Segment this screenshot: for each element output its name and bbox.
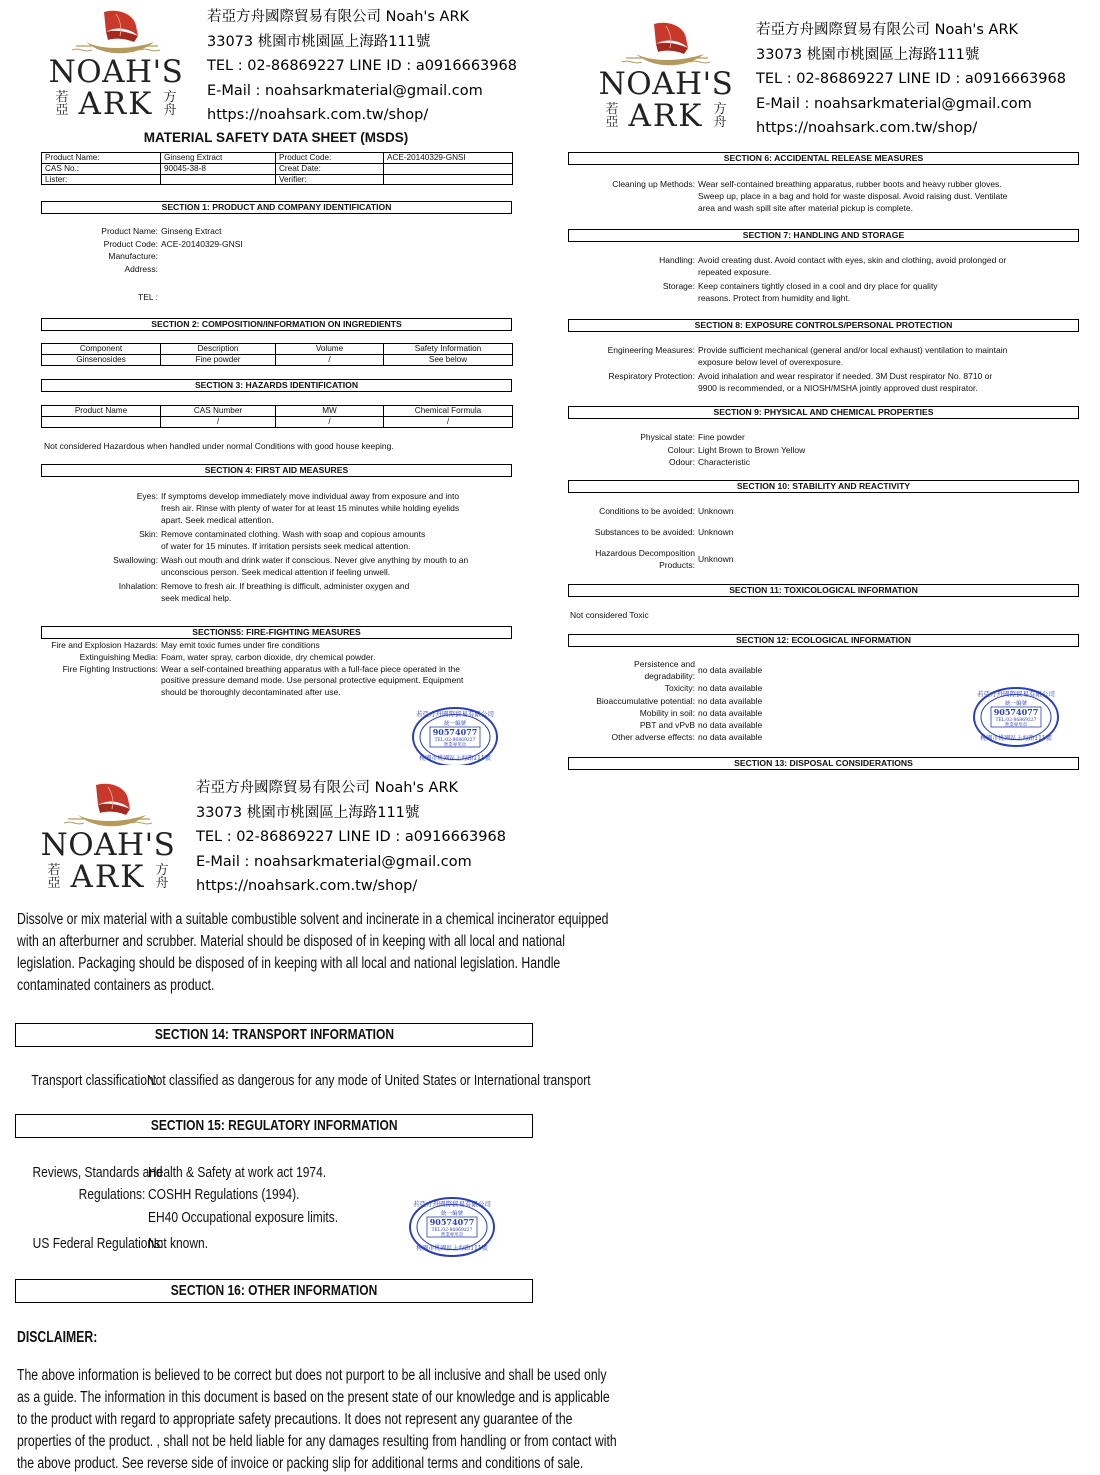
field-value: ACE-20140329-GNSI: [161, 238, 243, 249]
paragraph-line: The above information is believed to be correct but does not purport to be all inclusive and shall be used only: [17, 1367, 607, 1384]
regulatory-label-1: Reviews, Standards and: [32, 1164, 163, 1181]
field-row: [0, 264, 540, 277]
company-website-link[interactable]: https://noahsark.com.tw/shop/: [756, 120, 978, 136]
field-row: [550, 345, 1090, 369]
field-label: Colour:: [667, 444, 695, 455]
section-9-heading: SECTION 9: PHYSICAL AND CHEMICAL PROPERTIES: [568, 406, 1079, 419]
field-label: Bioaccumulative potential:: [596, 695, 695, 706]
field-row: [0, 226, 540, 239]
company-name: 若亞方舟國際貿易有限公司 Noah's ARK: [207, 9, 470, 25]
company-phone: TEL : 02-86869227 LINE ID : a0916663968: [756, 71, 1066, 87]
field-label: Odour:: [669, 457, 695, 467]
header-table-row: [42, 153, 513, 164]
section-1-heading: SECTION 1: PRODUCT AND COMPANY IDENTIFICATION: [41, 201, 512, 214]
field-label: Extinguishing Media:: [79, 651, 158, 662]
header-table-cell: Verifier:: [276, 174, 384, 185]
svg-text:90574077: 90574077: [429, 1217, 475, 1227]
logo-wordmark-bottom: ARK: [628, 98, 704, 134]
svg-text:桃園市桃園區上海路111號: 桃園市桃園區上海路111號: [419, 755, 491, 762]
section-15-title: SECTION 15: REGULATORY INFORMATION: [150, 1117, 398, 1134]
hazards-table-cell: CAS Number: [161, 406, 276, 417]
header-table-cell: [384, 174, 513, 185]
field-value: Avoid inhalation and wear respirator if needed. 3M Dust respirator No. 8710 or 9900 is recommended, or a NIOSH/MSHA jointly approved dust respirator.: [698, 371, 993, 393]
noahs-ark-logo: [46, 6, 186, 126]
composition-table-cell: Ginsenosides: [42, 354, 161, 365]
company-contact-block: [756, 18, 1066, 141]
field-value: May emit toxic fumes under fire conditions: [161, 640, 320, 650]
hazards-table-cell: Chemical Formula: [384, 406, 513, 417]
section-14-heading: [15, 1023, 533, 1047]
logo-cjk-right: 方舟: [155, 863, 169, 891]
field-row: [0, 529, 540, 553]
field-row: [550, 371, 1090, 395]
logo-wordmark-top: NOAH'S: [598, 66, 734, 102]
section-13-heading: SECTION 13: DISPOSAL CONSIDERATIONS: [568, 757, 1079, 770]
field-label: Storage:: [662, 281, 695, 291]
composition-table-cell: See below: [384, 354, 513, 365]
document-title: MATERIAL SAFETY DATA SHEET (MSDS): [143, 130, 409, 145]
field-label: Respiratory Protection:: [608, 371, 695, 381]
section-16-heading: [15, 1279, 533, 1303]
field-row: [0, 251, 540, 264]
composition-table-cell: Fine powder: [161, 354, 276, 365]
company-website-link[interactable]: https://noahsark.com.tw/shop/: [207, 107, 429, 123]
field-row: [550, 659, 1090, 683]
field-value: no data available: [698, 695, 763, 706]
field-label: Eyes:: [136, 491, 158, 501]
field-label: Fire Fighting Instructions:: [62, 663, 158, 674]
header-table-cell: Creat Date:: [276, 163, 384, 174]
field-label: Mobility in soil:: [639, 707, 695, 718]
header-table-row: [42, 174, 513, 185]
company-phone: TEL : 02-86869227 LINE ID : a0916663968: [207, 58, 517, 74]
field-row: [550, 281, 1090, 305]
header-table-cell: Lister:: [42, 174, 161, 185]
paragraph-line: as a guide. The information in this document is based on the present state of our knowledge and is applicable: [17, 1389, 610, 1406]
composition-table-cell: Component: [42, 344, 161, 355]
field-label: Engineering Measures:: [607, 345, 695, 355]
field-row: [0, 491, 540, 526]
svg-text:桃園市桃園區上海路111號: 桃園市桃園區上海路111號: [980, 735, 1052, 742]
svg-text:營業專用章: 營業專用章: [1004, 723, 1028, 728]
section-14-title: SECTION 14: TRANSPORT INFORMATION: [154, 1026, 394, 1043]
disclaimer-heading: [17, 1327, 119, 1349]
logo-cjk-left: 若亞: [47, 863, 61, 891]
regulatory-label-2: Regulations:: [78, 1186, 145, 1203]
composition-table-row: [42, 344, 513, 355]
field-label: Product Code:: [103, 238, 158, 249]
field-row: [0, 292, 540, 305]
logo-wordmark-top: NOAH'S: [48, 54, 184, 90]
svg-text:營業專用章: 營業專用章: [440, 1233, 464, 1238]
field-value: Keep containers tightly closed in a cool and dry place for quality reasons. Protect from humidity and light.: [698, 281, 938, 303]
field-value: Foam, water spray, carbon dioxide, dry chemical powder.: [161, 651, 376, 662]
field-label: Handling:: [659, 255, 695, 265]
logo-wordmark-bottom: ARK: [70, 859, 146, 895]
noahs-ark-logo: [38, 779, 178, 899]
composition-table-cell: Safety Information: [384, 344, 513, 355]
msds-page-2: [550, 0, 1100, 780]
section-7-heading: SECTION 7: HANDLING AND STORAGE: [568, 229, 1079, 242]
noahs-ark-logo: [596, 18, 736, 138]
field-label: Cleaning up Methods:: [612, 179, 695, 189]
field-row: [0, 581, 540, 605]
field-value: Characteristic: [698, 457, 750, 467]
header-table-cell: [384, 163, 513, 174]
field-label: TEL :: [138, 292, 158, 302]
transport-label: Transport classification:: [31, 1072, 158, 1089]
field-label: Toxicity:: [664, 683, 695, 694]
company-email: E-Mail : noahsarkmaterial@gmail.com: [196, 853, 472, 870]
disposal-text: [17, 909, 766, 997]
field-value: no data available: [698, 732, 763, 743]
field-label: Swallowing:: [113, 555, 158, 565]
field-row: [0, 652, 540, 664]
section-12-heading: SECTION 12: ECOLOGICAL INFORMATION: [568, 634, 1079, 647]
field-row: [550, 179, 1090, 215]
field-label: Fire and Explosion Hazards:: [51, 640, 158, 650]
msds-page-3: [0, 765, 617, 1475]
field-row: [550, 548, 1090, 572]
section-5-heading: SECTIONS5: FIRE-FIGHTING MEASURES: [41, 626, 512, 639]
transport-row: [0, 1070, 591, 1094]
field-label: Substances to be avoided:: [594, 526, 695, 537]
disclaimer-title: DISCLAIMER:: [17, 1329, 98, 1346]
field-value: Unknown: [698, 526, 734, 537]
company-address: 33073 桃園市桃園區上海路111號: [196, 804, 420, 821]
field-value: Provide sufficient mechanical (general and/or local exhaust) ventilation to maintain exposure below level of overexposure.: [698, 345, 1008, 367]
us-federal-value: Not known.: [148, 1235, 209, 1252]
hazards-table-row: [42, 406, 513, 417]
field-label: Hazardous Decomposition Products:: [595, 548, 695, 570]
field-row: [0, 640, 540, 652]
section-3-heading: SECTION 3: HAZARDS IDENTIFICATION: [41, 379, 512, 392]
field-value: Wear self-contained breathing apparatus, rubber boots and heavy rubber gloves. Sweep up, place in a bag and hold for waste disposal. Avoid raising dust. Ventilate area and wash spill site after material pickup is complete.: [698, 179, 1008, 213]
hazards-table-cell: MW: [276, 406, 384, 417]
section-4-heading: SECTION 4: FIRST AID MEASURES: [41, 464, 512, 477]
field-label: Other adverse effects:: [611, 732, 695, 743]
field-label: Conditions to be avoided:: [599, 506, 695, 516]
regulatory-value-1: Health & Safety at work act 1974.: [148, 1164, 327, 1181]
field-value: Unknown: [698, 506, 734, 516]
transport-value: Not classified as dangerous for any mode of United States or International transport: [147, 1072, 591, 1089]
hazards-table-cell: /: [161, 416, 276, 427]
field-row: [550, 506, 1090, 518]
header-table-row: [42, 163, 513, 174]
field-label: Product Name:: [101, 226, 158, 236]
header-table-cell: Product Code:: [276, 153, 384, 164]
section-10-heading: SECTION 10: STABILITY AND REACTIVITY: [568, 480, 1079, 493]
field-label: PBT and vPvB: [639, 720, 695, 730]
field-value: Ginseng Extract: [161, 226, 222, 236]
svg-text:TEL:02-86869227: TEL:02-86869227: [431, 1228, 473, 1233]
field-label: Manufacture:: [108, 251, 158, 261]
field-value: no data available: [698, 720, 763, 730]
hazards-table-cell: [42, 416, 161, 427]
company-email: E-Mail : noahsarkmaterial@gmail.com: [207, 82, 483, 99]
company-address: 33073 桃園市桃園區上海路111號: [756, 46, 980, 63]
field-label: Skin:: [139, 528, 158, 539]
field-label: Address:: [124, 263, 158, 274]
svg-text:90574077: 90574077: [993, 707, 1039, 717]
svg-text:若亞方舟國際貿易有限公司: 若亞方舟國際貿易有限公司: [416, 710, 494, 718]
field-value: Wash out mouth and drink water if conscious. Never give anything by mouth to an unconscious person. Seek medical attention if feeling unwell.: [161, 555, 469, 577]
company-seal-stamp: [971, 685, 1061, 749]
paragraph-line: the above product. See reverse side of invoice or packing slip for additional terms and conditions of sale.: [17, 1455, 584, 1472]
company-email: E-Mail : noahsarkmaterial@gmail.com: [756, 95, 1032, 112]
regulatory-value-2: COSHH Regulations (1994).: [148, 1186, 300, 1203]
company-contact-block: [207, 5, 517, 128]
logo-cjk-left: 若亞: [605, 102, 619, 130]
logo-cjk-right: 方舟: [713, 102, 727, 130]
regulatory-value-3: EH40 Occupational exposure limits.: [148, 1209, 339, 1226]
composition-table-cell: /: [276, 354, 384, 365]
svg-text:桃園市桃園區上海路111號: 桃園市桃園區上海路111號: [416, 1245, 488, 1252]
field-label: Inhalation:: [118, 581, 158, 592]
company-website-link[interactable]: https://noahsark.com.tw/shop/: [196, 878, 418, 894]
header-table-cell: Ginseng Extract: [161, 153, 276, 164]
composition-table-cell: Description: [161, 344, 276, 355]
field-row: [550, 527, 1090, 539]
paragraph-line: legislation. Packaging should be disposed of in keeping with all local and national legislation. Handle: [17, 955, 561, 972]
company-name: 若亞方舟國際貿易有限公司 Noah's ARK: [756, 22, 1019, 38]
paragraph-line: to the product with regard to appropriate safety precautions. It does not represent any guarantee of the: [17, 1411, 573, 1428]
svg-text:若亞方舟國際貿易有限公司: 若亞方舟國際貿易有限公司: [413, 1200, 491, 1208]
header-table-cell: [161, 174, 276, 185]
header-table-cell: Product Name:: [42, 153, 161, 164]
toxicology-note: Not considered Toxic: [570, 610, 649, 620]
section-8-heading: SECTION 8: EXPOSURE CONTROLS/PERSONAL PROTECTION: [568, 319, 1079, 332]
svg-text:若亞方舟國際貿易有限公司: 若亞方舟國際貿易有限公司: [977, 690, 1055, 698]
field-value: Unknown: [698, 554, 734, 564]
paragraph-line: with an afterburner and scrubber. Material should be disposed of in keeping with all local and national: [17, 933, 565, 950]
disclaimer-text: [17, 1365, 776, 1475]
section-11-heading: SECTION 11: TOXICOLOGICAL INFORMATION: [568, 584, 1079, 597]
hazards-table-cell: Product Name: [42, 406, 161, 417]
field-value: If symptoms develop immediately move individual away from exposure and into fresh air. Rinse with plenty of water for at least 15 minutes while holding eyelids apart. Seek medical attention.: [161, 491, 460, 525]
company-contact-block: [196, 776, 506, 899]
field-label: Physical state:: [640, 432, 695, 442]
field-value: Remove to fresh air. If breathing is difficult, administer oxygen and seek medical help.: [161, 581, 410, 603]
company-seal-stamp: [407, 1195, 497, 1259]
composition-table-row: [42, 354, 513, 365]
company-seal-stamp: [410, 705, 500, 769]
product-header-table: [41, 152, 513, 185]
svg-text:TEL:02-86869227: TEL:02-86869227: [995, 718, 1037, 723]
field-value: no data available: [698, 665, 763, 676]
field-value: Wear a self-contained breathing apparatus with a full-face piece operated in the positive pressure demand mode. Use personal protective equipment. Equipment should be thoroughly decontaminated after use.: [161, 663, 464, 698]
header-table-cell: ACE-20140329-GNSI: [384, 153, 513, 164]
hazards-table-cell: /: [384, 416, 513, 427]
logo-wordmark-bottom: ARK: [78, 86, 154, 122]
header-table-cell: 90045-38-8: [161, 163, 276, 174]
field-value: Fine powder: [698, 432, 745, 442]
logo-wordmark-top: NOAH'S: [40, 827, 176, 863]
header-table-cell: CAS No.:: [42, 163, 161, 174]
field-value: no data available: [698, 707, 763, 718]
field-value: Remove contaminated clothing. Wash with soap and copious amounts of water for 15 minutes. If irritation persists seek medical attention.: [161, 528, 426, 551]
field-value: Avoid creating dust. Avoid contact with eyes, skin and clothing, avoid prolonged or repeated exposure.: [698, 255, 1007, 277]
hazard-note: Not considered Hazardous when handled under normal Conditions with good house keeping.: [44, 441, 394, 451]
svg-text:統一編號: 統一編號: [1004, 701, 1028, 707]
paragraph-line: contaminated containers as product.: [17, 977, 215, 994]
field-value: no data available: [698, 683, 763, 694]
section-16-title: SECTION 16: OTHER INFORMATION: [170, 1282, 378, 1299]
section-6-heading: SECTION 6: ACCIDENTAL RELEASE MEASURES: [568, 152, 1079, 165]
field-row: [0, 664, 540, 699]
hazards-table-cell: /: [276, 416, 384, 427]
field-row: [0, 239, 540, 252]
svg-text:統一編號: 統一編號: [443, 721, 467, 727]
section-15-heading: [15, 1114, 533, 1138]
field-row: [550, 445, 1090, 458]
section-2-heading: SECTION 2: COMPOSITION/INFORMATION ON INGREDIENTS: [41, 318, 512, 331]
company-address: 33073 桃園市桃園區上海路111號: [207, 33, 431, 50]
field-row: [0, 555, 540, 579]
msds-page-1: [0, 0, 550, 762]
field-row: [550, 255, 1090, 279]
svg-text:90574077: 90574077: [432, 727, 478, 737]
company-phone: TEL : 02-86869227 LINE ID : a0916663968: [196, 829, 506, 845]
logo-cjk-left: 若亞: [55, 90, 69, 118]
composition-table: [41, 343, 513, 366]
logo-cjk-right: 方舟: [163, 90, 177, 118]
paragraph-line: Dissolve or mix material with a suitable combustible solvent and incinerate in a chemical incinerator equipped: [17, 911, 609, 928]
paragraph-line: properties of the product. , shall not be held liable for any damages resulting from handling or from contact with: [17, 1433, 617, 1450]
composition-table-cell: Volume: [276, 344, 384, 355]
svg-text:統一編號: 統一編號: [440, 1211, 464, 1217]
svg-text:營業專用章: 營業專用章: [443, 743, 467, 748]
field-value: Light Brown to Brown Yellow: [698, 444, 806, 455]
hazards-table-row: [42, 416, 513, 427]
company-name: 若亞方舟國際貿易有限公司 Noah's ARK: [196, 780, 459, 796]
hazards-table: [41, 405, 513, 428]
field-label: Persistence and degradability:: [634, 659, 695, 681]
field-row: [550, 457, 1090, 470]
field-row: [550, 432, 1090, 445]
svg-text:TEL:02-86869227: TEL:02-86869227: [434, 738, 476, 743]
us-federal-label: US Federal Regulations:: [32, 1235, 164, 1252]
